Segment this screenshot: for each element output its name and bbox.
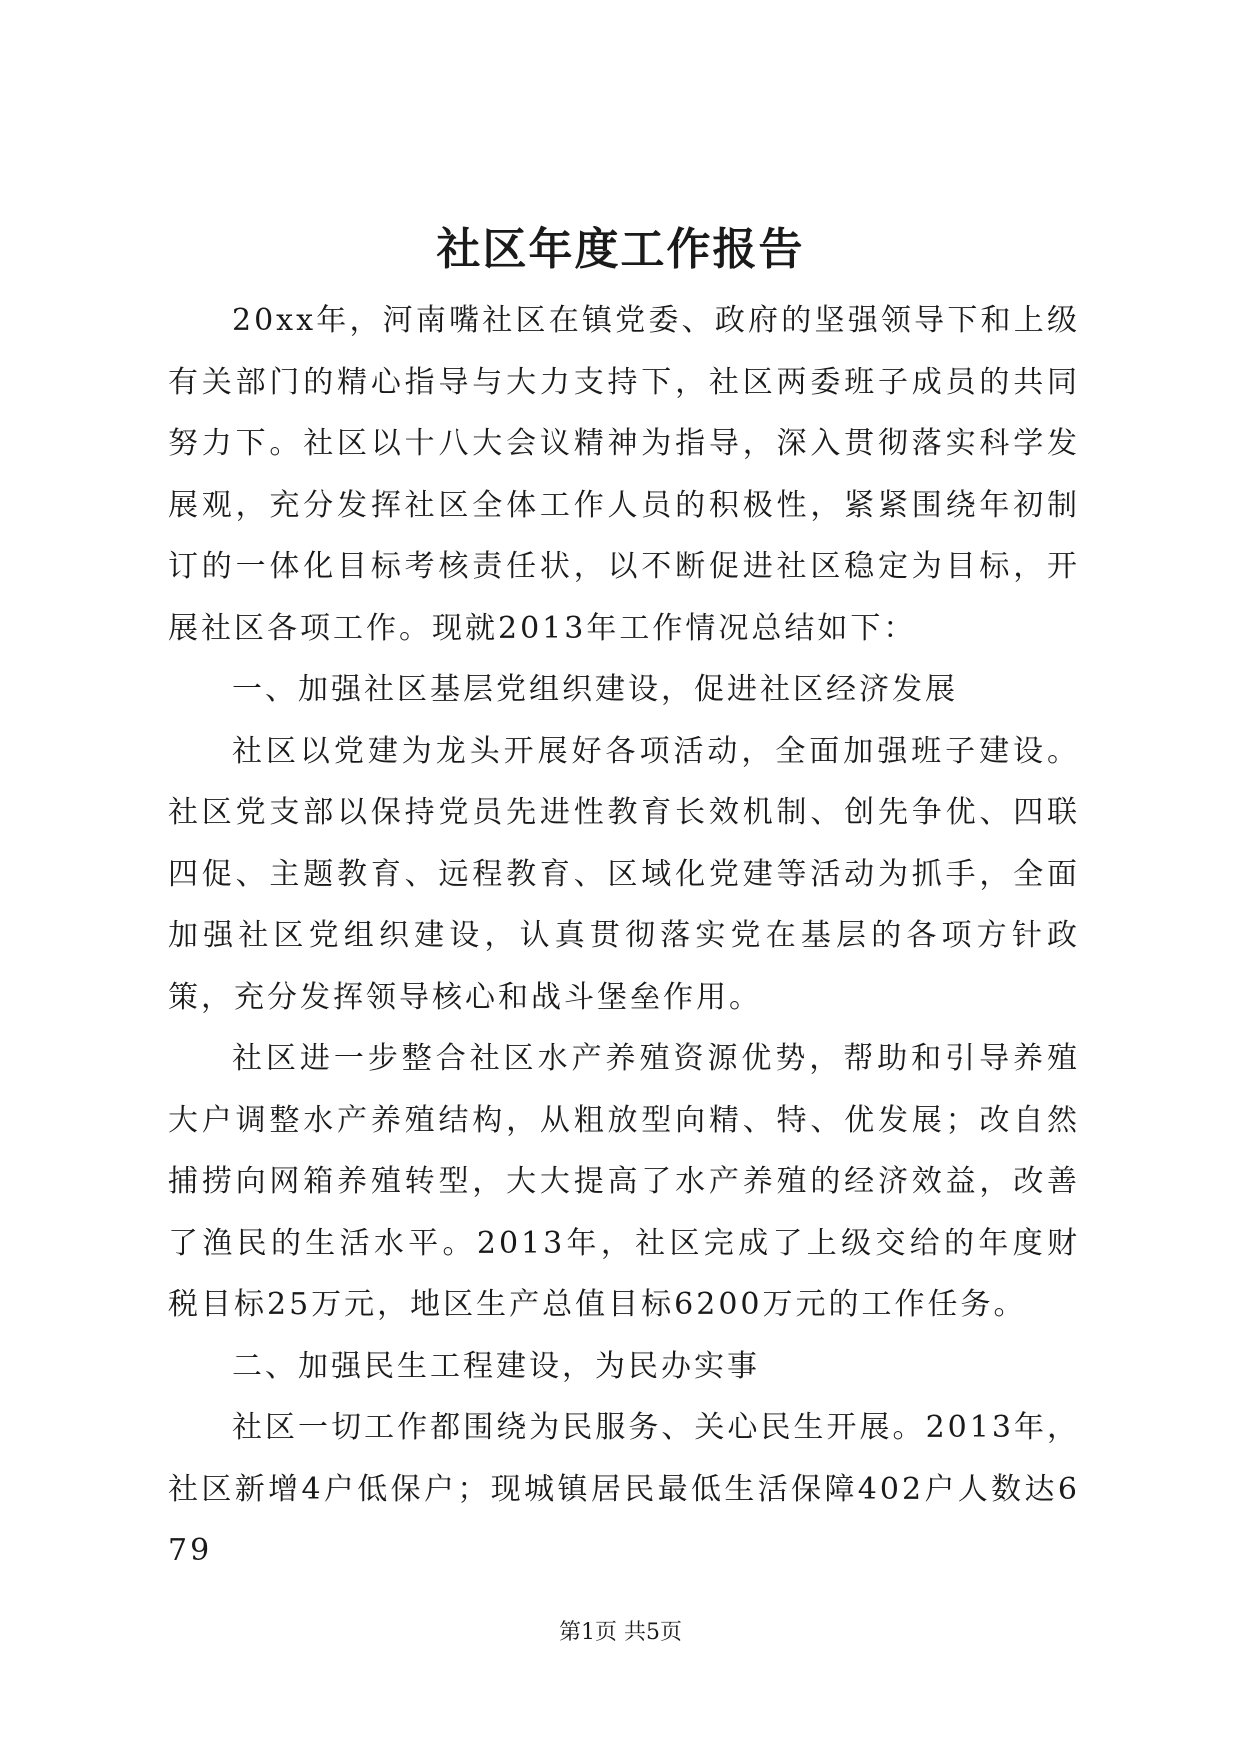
document-body [168,290,1080,1582]
section-heading-2: 二、加强民生工程建设，为民办实事 [232,1348,760,1384]
paragraph-livelihood: 社区一切工作都围绕为民服务、关心民生开展。2013年，社区新增4户低保户；现城镇居民最低生活保障402户人数达679 [168,1410,1080,1568]
page-footer: 第1页 共5页 [559,1620,682,1645]
paragraph-party-building: 社区以党建为龙头开展好各项活动，全面加强班子建设。社区党支部以保持党员先进性教育长效机制、创先争优、四联四促、主题教育、远程教育、区域化党建等活动为抓手，全面加强社区党组织建设，认真贯彻落实党在基层的各项方针政策，充分发挥领导核心和战斗堡垒作用。 [168,733,1080,1015]
section-heading-1: 一、加强社区基层党组织建设，促进社区经济发展 [232,672,958,707]
paragraph-aquaculture: 社区进一步整合社区水产养殖资源优势，帮助和引导养殖大户调整水产养殖结构，从粗放型向精、特、优发展；改自然捕捞向网箱养殖转型，大大提高了水产养殖的经济效益，改善了渔民的生活水平。2013年，社区完成了上级交给的年度财税目标25万元，地区生产总值目标6200万元的工作任务。 [168,1041,1080,1322]
page-title: 社区年度工作报告 [436,224,805,275]
paragraph-intro: 20xx年，河南嘴社区在镇党委、政府的坚强领导下和上级有关部门的精心指导与大力支持下，社区两委班子成员的共同努力下。社区以十八大会议精神为指导，深入贯彻落实科学发展观，充分发挥社区全体工作人员的积极性，紧紧围绕年初制订的一体化目标考核责任状，以不断促进社区稳定为目标，开展社区各项工作。现就2013年工作情况总结如下： [168,303,1080,646]
